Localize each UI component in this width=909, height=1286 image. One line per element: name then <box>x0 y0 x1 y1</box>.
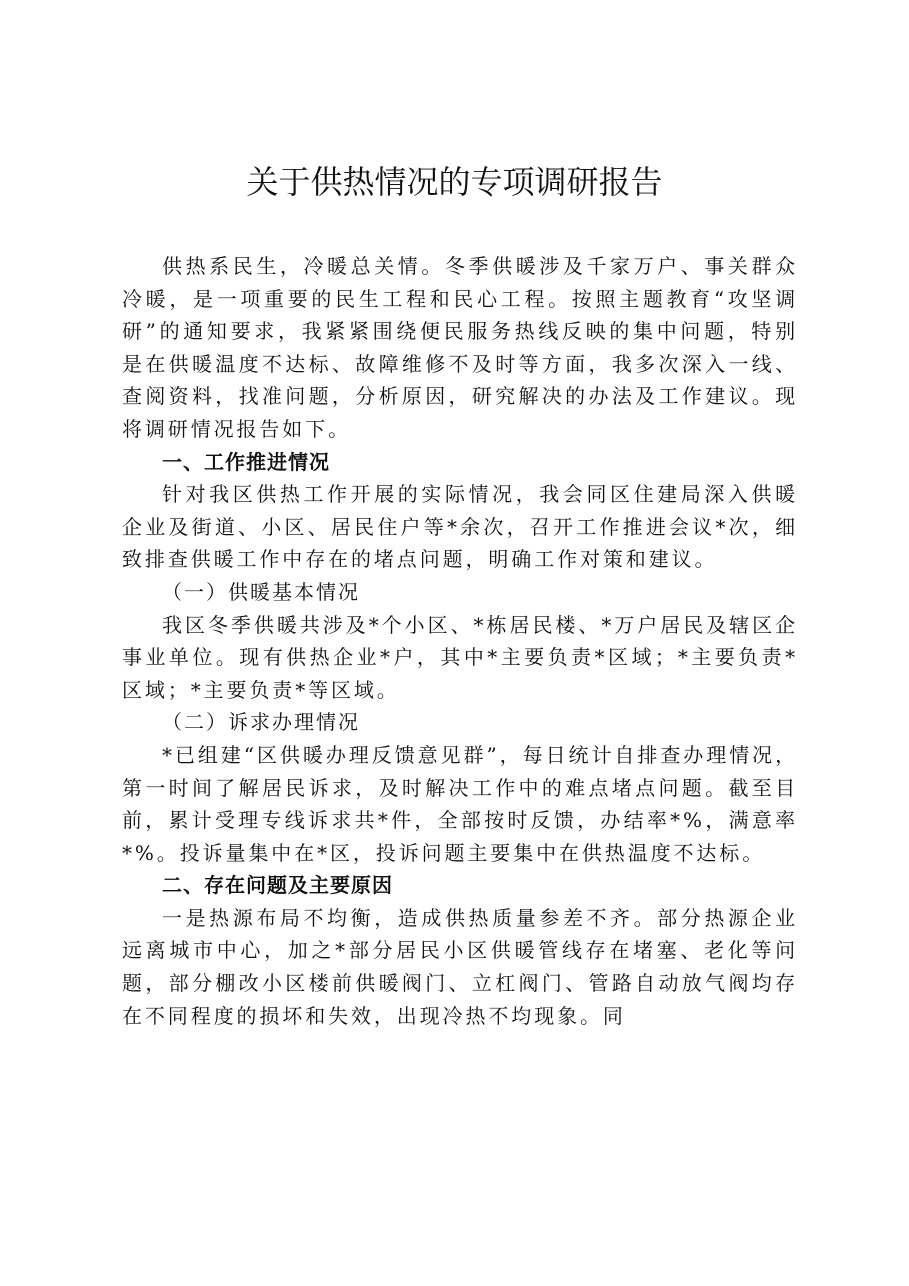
section-heading-problems: 二、存在问题及主要原因 <box>162 873 393 898</box>
subsection-heading-basic-situation: （一）供暖基本情况 <box>162 579 360 604</box>
document-body <box>122 250 798 1032</box>
subsection-heading-appeals: （二）诉求办理情况 <box>162 710 360 735</box>
intro-paragraph: 供热系民生，冷暖总关情。冬季供暖涉及千家万户、事关群众冷暖，是一项重要的民生工程和民心工程。按照主题教育“攻坚调研”的通知要求，我紧紧围绕便民服务热线反映的集中问题，特别是在供暖温度不达标、故障维修不及时等方面，我多次深入一线、查阅资料，找准问题，分析原因，研究解决的办法及工作建议。现将调研情况报告如下。 <box>122 254 798 441</box>
section-heading-work-progress: 一、工作推进情况 <box>162 449 330 474</box>
problems-paragraph: 一是热源布局不均衡，造成供热质量参差不齐。部分热源企业远离城市中心，加之*部分居民小区供暖管线存在堵塞、老化等问题，部分棚改小区楼前供暖阀门、立杠阀门、管路自动放气阀均存在不同程度的损坏和失效，出现冷热不均现象。同 <box>122 905 798 1028</box>
basic-situation-paragraph: 我区冬季供暖共涉及*个小区、*栋居民楼、*万户居民及辖区企事业单位。现有供热企业*户，其中*主要负责*区域；*主要负责*区域；*主要负责*等区域。 <box>122 612 798 702</box>
work-progress-paragraph: 针对我区供热工作开展的实际情况，我会同区住建局深入供暖企业及街道、小区、居民住户等*余次，召开工作推进会议*次，细致排查供暖工作中存在的堵点问题，明确工作对策和建议。 <box>122 482 798 572</box>
document-title: 关于供热情况的专项调研报告 <box>246 163 663 201</box>
appeals-paragraph: *已组建“区供暖办理反馈意见群”，每日统计自排查办理情况，第一时间了解居民诉求，及时解决工作中的难点堵点问题。截至目前，累计受理专线诉求共*件，全部按时反馈，办结率*%，满意率*%。投诉量集中在*区，投诉问题主要集中在供热温度不达标。 <box>122 742 798 865</box>
